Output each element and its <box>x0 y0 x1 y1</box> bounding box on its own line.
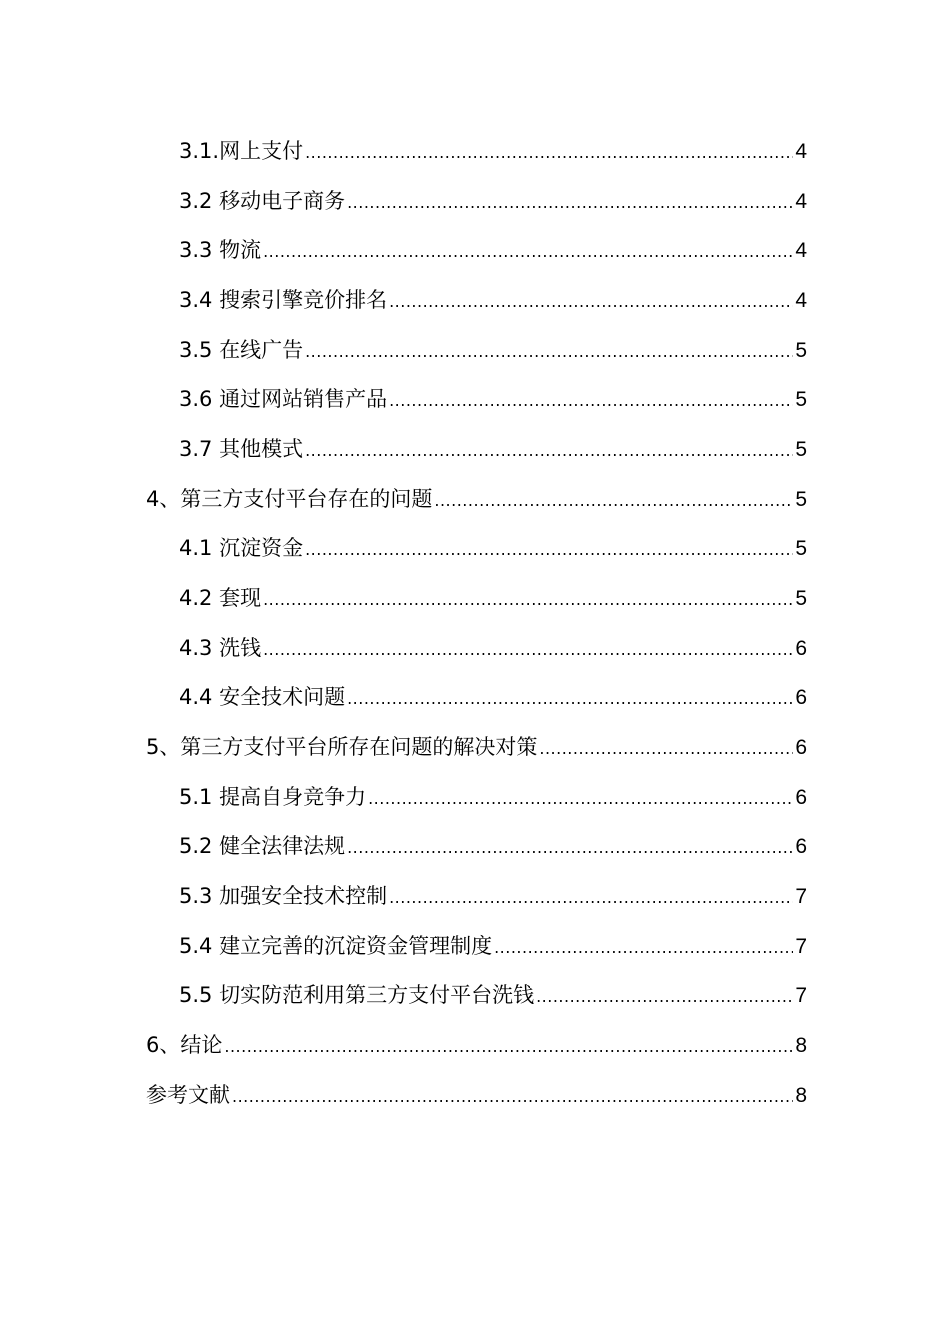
toc-entry[interactable] <box>179 280 807 320</box>
toc-entry-title: 5.2 健全法律法规 <box>179 834 346 858</box>
toc-dot-leader <box>347 183 793 223</box>
toc-entry-title: 4.4 安全技术问题 <box>179 685 346 709</box>
toc-dot-leader <box>389 381 793 421</box>
toc-entry-page: 6 <box>795 835 807 858</box>
toc-entry-title: 3.6 通过网站销售产品 <box>179 387 388 411</box>
toc-entry[interactable] <box>179 628 807 668</box>
toc-entry-title: 3.4 搜索引擎竞价排名 <box>179 288 388 312</box>
toc-entry[interactable] <box>179 777 807 817</box>
toc-entry[interactable] <box>179 578 807 618</box>
toc-entry-page: 5 <box>795 339 807 362</box>
toc-entry-page: 7 <box>795 984 807 1007</box>
toc-entry[interactable] <box>179 826 807 866</box>
toc-entry-title: 6、结论 <box>146 1033 223 1057</box>
toc-entry-title: 5、第三方支付平台所存在问题的解决对策 <box>146 735 538 759</box>
toc-entry[interactable] <box>179 379 807 419</box>
toc-entry[interactable] <box>146 1025 807 1065</box>
toc-dot-leader <box>347 828 793 868</box>
toc-entry[interactable] <box>179 330 807 370</box>
toc-entry-page: 7 <box>795 885 807 908</box>
toc-entry[interactable] <box>179 181 807 221</box>
toc-entry[interactable] <box>179 528 807 568</box>
toc-entry-page: 6 <box>795 686 807 709</box>
toc-dot-leader <box>536 977 793 1017</box>
toc-dot-leader <box>305 332 793 372</box>
toc-entry-page: 5 <box>795 388 807 411</box>
toc-dot-leader <box>389 282 793 322</box>
toc-dot-leader <box>539 729 793 769</box>
toc-entry-title: 3.2 移动电子商务 <box>179 189 346 213</box>
toc-entry-title: 5.3 加强安全技术控制 <box>179 884 388 908</box>
toc-entry-title: 3.7 其他模式 <box>179 437 304 461</box>
toc-dot-leader <box>434 481 793 521</box>
toc-dot-leader <box>368 779 793 819</box>
toc-entry-title: 4.3 洗钱 <box>179 636 262 660</box>
toc-entry[interactable] <box>179 876 807 916</box>
toc-entry[interactable] <box>179 429 807 469</box>
toc-entry-page: 6 <box>795 736 807 759</box>
toc-entry-title: 4.1 沉淀资金 <box>179 536 304 560</box>
toc-entry-title: 5.1 提高自身竞争力 <box>179 785 367 809</box>
toc-dot-leader <box>263 580 793 620</box>
toc-entry-page: 8 <box>795 1084 807 1107</box>
toc-entry-page: 5 <box>795 587 807 610</box>
toc-entry-title: 5.5 切实防范利用第三方支付平台洗钱 <box>179 983 535 1007</box>
toc-dot-leader <box>494 928 793 968</box>
toc-entry-page: 4 <box>795 140 807 163</box>
toc-entry-title: 4.2 套现 <box>179 586 262 610</box>
toc-entry[interactable] <box>179 230 807 270</box>
toc-entry-page: 5 <box>795 537 807 560</box>
toc-dot-leader <box>389 878 793 918</box>
toc-entry-page: 6 <box>795 786 807 809</box>
toc-dot-leader <box>263 630 793 670</box>
toc-entry-title: 3.1.网上支付 <box>179 139 304 163</box>
toc-dot-leader <box>347 679 793 719</box>
toc-entry-page: 5 <box>795 438 807 461</box>
toc-entry-page: 6 <box>795 637 807 660</box>
toc-entry-page: 5 <box>795 488 807 511</box>
toc-entry-title: 5.4 建立完善的沉淀资金管理制度 <box>179 934 493 958</box>
toc-entry[interactable] <box>146 1075 807 1115</box>
toc-entry[interactable] <box>146 479 807 519</box>
toc-dot-leader <box>224 1027 793 1067</box>
toc-dot-leader <box>305 133 793 173</box>
toc-entry-page: 7 <box>795 935 807 958</box>
toc-entry[interactable] <box>179 131 807 171</box>
toc-dot-leader <box>305 530 793 570</box>
toc-entry-title: 3.5 在线广告 <box>179 338 304 362</box>
toc-entry[interactable] <box>179 677 807 717</box>
toc-entry[interactable] <box>179 975 807 1015</box>
toc-entry-title: 3.3 物流 <box>179 238 262 262</box>
toc-entry-page: 4 <box>795 239 807 262</box>
toc-dot-leader <box>305 431 793 471</box>
toc-dot-leader <box>232 1077 793 1117</box>
toc-entry[interactable] <box>146 727 807 767</box>
toc-entry-page: 8 <box>795 1034 807 1057</box>
toc-entry-title: 4、第三方支付平台存在的问题 <box>146 487 433 511</box>
toc-entry-page: 4 <box>795 190 807 213</box>
toc-entry-title: 参考文献 <box>146 1083 230 1107</box>
toc-entry-page: 4 <box>795 289 807 312</box>
toc-dot-leader <box>263 232 793 272</box>
toc-entry[interactable] <box>179 926 807 966</box>
